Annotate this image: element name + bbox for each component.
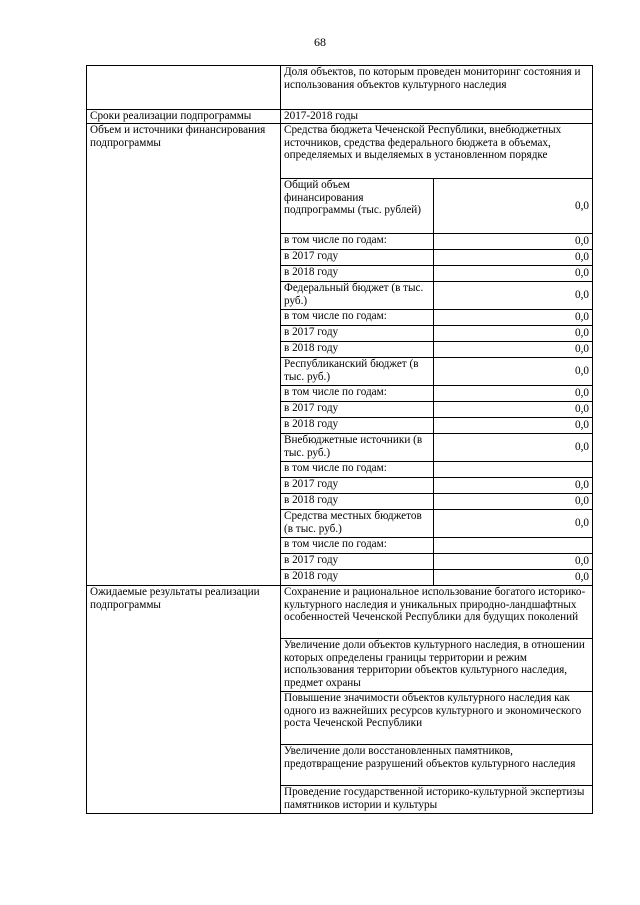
- finance-value: 0,0: [434, 326, 593, 342]
- empty-cell: [87, 66, 281, 110]
- results-label: Ожидаемые результаты реализации подпрограммы: [87, 586, 281, 814]
- finance-label: Федеральный бюджет (в тыс. руб.): [281, 282, 434, 310]
- table-row: [87, 66, 593, 110]
- finance-value: 0,0: [434, 234, 593, 250]
- page-number: 68: [314, 35, 326, 49]
- finance-value: 0,0: [434, 358, 593, 386]
- result-item: Увеличение доли объектов культурного наследия, в отношении которых определены границы территории и режим использования территории объектов культурного наследия, предмет охраны: [281, 639, 593, 692]
- finance-value: 0,0: [434, 342, 593, 358]
- finance-value: 0,0: [434, 266, 593, 282]
- finance-label: в 2018 году: [281, 342, 434, 358]
- result-item: Увеличение доли восстановленных памятников, предотвращение разрушений объектов культурного наследия: [281, 745, 593, 786]
- finance-value: [434, 462, 593, 478]
- share-monitoring-text: Доля объектов, по которым проведен мониторинг состояния и использования объектов культурного наследия: [281, 66, 593, 110]
- finance-label: в 2017 году: [281, 554, 434, 570]
- finance-value: 0,0: [434, 510, 593, 538]
- finance-value: 0,0: [434, 402, 593, 418]
- finance-label: в том числе по годам:: [281, 234, 434, 250]
- result-item: Сохранение и рациональное использование богатого историко-культурного наследия и уникальных природно-ландшафтных особенностей Чеченской Республики для будущих поколений: [281, 586, 593, 639]
- finance-label: в 2018 году: [281, 494, 434, 510]
- finance-value: 0,0: [434, 494, 593, 510]
- finance-value: 0,0: [434, 570, 593, 586]
- table-row: [87, 124, 593, 179]
- finance-label: Общий объем финансирования подпрограммы (тыс. рублей): [281, 179, 434, 234]
- terms-value: 2017-2018 годы: [281, 110, 593, 124]
- finance-label: Республиканский бюджет (в тыс. руб.): [281, 358, 434, 386]
- finance-value: 0,0: [434, 554, 593, 570]
- finance-label: в 2017 году: [281, 250, 434, 266]
- table-row: [87, 586, 593, 639]
- finance-label: в 2018 году: [281, 570, 434, 586]
- finance-value: 0,0: [434, 250, 593, 266]
- funding-label: Объем и источники финансирования подпрограммы: [87, 124, 281, 586]
- finance-value: [434, 538, 593, 554]
- finance-label: в 2017 году: [281, 326, 434, 342]
- funding-text: Средства бюджета Чеченской Республики, внебюджетных источников, средства федерального бюджета в объемах, определяемых и выделяемых в установленном порядке: [281, 124, 593, 179]
- finance-value: 0,0: [434, 386, 593, 402]
- finance-label: Внебюджетные источники (в тыс. руб.): [281, 434, 434, 462]
- finance-label: в том числе по годам:: [281, 538, 434, 554]
- finance-label: в том числе по годам:: [281, 310, 434, 326]
- finance-label: в 2018 году: [281, 266, 434, 282]
- finance-label: в 2017 году: [281, 478, 434, 494]
- result-item: Проведение государственной историко-культурной экспертизы памятников истории и культуры: [281, 786, 593, 814]
- finance-label: в 2017 году: [281, 402, 434, 418]
- finance-value: 0,0: [434, 310, 593, 326]
- finance-value: 0,0: [434, 418, 593, 434]
- subprogram-passport-table: [86, 65, 593, 814]
- finance-label: в том числе по годам:: [281, 462, 434, 478]
- terms-label: Сроки реализации подпрограммы: [87, 110, 281, 124]
- finance-value: 0,0: [434, 282, 593, 310]
- finance-value: 0,0: [434, 179, 593, 234]
- finance-label: в 2018 году: [281, 418, 434, 434]
- table-row: [87, 110, 593, 124]
- finance-label: в том числе по годам:: [281, 386, 434, 402]
- finance-value: 0,0: [434, 478, 593, 494]
- finance-value: 0,0: [434, 434, 593, 462]
- result-item: Повышение значимости объектов культурного наследия как одного из важнейших ресурсов культурного и экономического роста Чеченской Республики: [281, 692, 593, 745]
- finance-label: Средства местных бюджетов (в тыс. руб.): [281, 510, 434, 538]
